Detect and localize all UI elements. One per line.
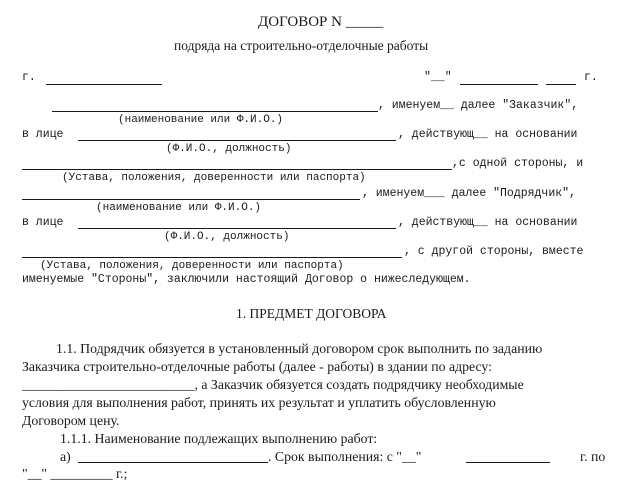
clause-1-1-line-5: Договором цену. — [22, 413, 120, 428]
other-side-text: , с другой стороны, вместе — [404, 245, 584, 258]
contract-subtitle: подряда на строительно-отделочные работы — [174, 38, 429, 53]
client-fio-caption: (Ф.И.О., должность) — [166, 143, 292, 155]
contractor-basis-caption: (Устава, положения, доверенности или паспорта) — [40, 260, 344, 272]
contractor-rep-field[interactable] — [78, 228, 396, 229]
clause-1-1-line-4: условия для выполнения работ, принять их результат и уплатить обусловленную — [22, 395, 496, 410]
contractor-in-person: в лице — [22, 216, 64, 229]
one-side-text: ,с одной стороны, и — [452, 157, 584, 170]
client-named-text: , именуем__ далее "Заказчик", — [378, 99, 579, 112]
date-year-field[interactable] — [546, 84, 576, 85]
client-acting-text: , действующ__ на основании — [398, 128, 578, 141]
work-name-field[interactable] — [78, 462, 268, 463]
clause-1-1-1: 1.1.1. Наименование подлежащих выполнению работ: — [60, 431, 378, 446]
client-basis-field[interactable] — [22, 169, 452, 170]
term-start-field[interactable] — [466, 462, 550, 463]
item-a-prefix: а) — [60, 449, 71, 464]
last-line: "__" _________ г.; — [22, 466, 128, 481]
section-1-title: 1. ПРЕДМЕТ ДОГОВОРА — [236, 306, 387, 321]
city-prefix: г. — [22, 71, 36, 84]
contractor-name-field[interactable] — [22, 199, 360, 200]
contractor-name-caption: (наименование или Ф.И.О.) — [96, 202, 262, 214]
clause-1-1-line-1: 1.1. Подрядчик обязуется в установленный договором срок выполнить по заданию — [56, 341, 543, 356]
client-in-person: в лице — [22, 128, 64, 141]
clause-1-1-line-2: Заказчика строительно-отделочные работы (далее - работы) в здании по адресу: — [22, 359, 492, 374]
item-a-term: . Срок выполнения: с "__" — [268, 449, 422, 464]
client-name-field[interactable] — [52, 111, 378, 112]
contractor-acting-text: , действующ__ на основании — [398, 216, 578, 229]
contract-title: ДОГОВОР N _____ — [258, 14, 384, 30]
contractor-fio-caption: (Ф.И.О., должность) — [164, 231, 290, 243]
clause-1-1-line-3: _________________________, а Заказчик обязуется создать подрядчику необходимые — [22, 377, 524, 392]
date-year-suffix: г. — [584, 71, 598, 84]
date-month-field[interactable] — [460, 84, 538, 85]
client-basis-caption: (Устава, положения, доверенности или паспорта) — [62, 172, 366, 184]
city-field[interactable] — [46, 84, 162, 85]
item-a-g: г. по — [580, 449, 606, 464]
client-rep-field[interactable] — [78, 140, 396, 141]
client-name-caption: (наименование или Ф.И.О.) — [118, 114, 284, 126]
contractor-named-text: , именуем___ далее "Подрядчик", — [362, 187, 576, 200]
date-day: "__" — [424, 71, 452, 84]
parties-line: именуемые "Стороны", заключили настоящий Договор о нижеследующем. — [22, 273, 471, 286]
contractor-basis-field[interactable] — [22, 257, 402, 258]
